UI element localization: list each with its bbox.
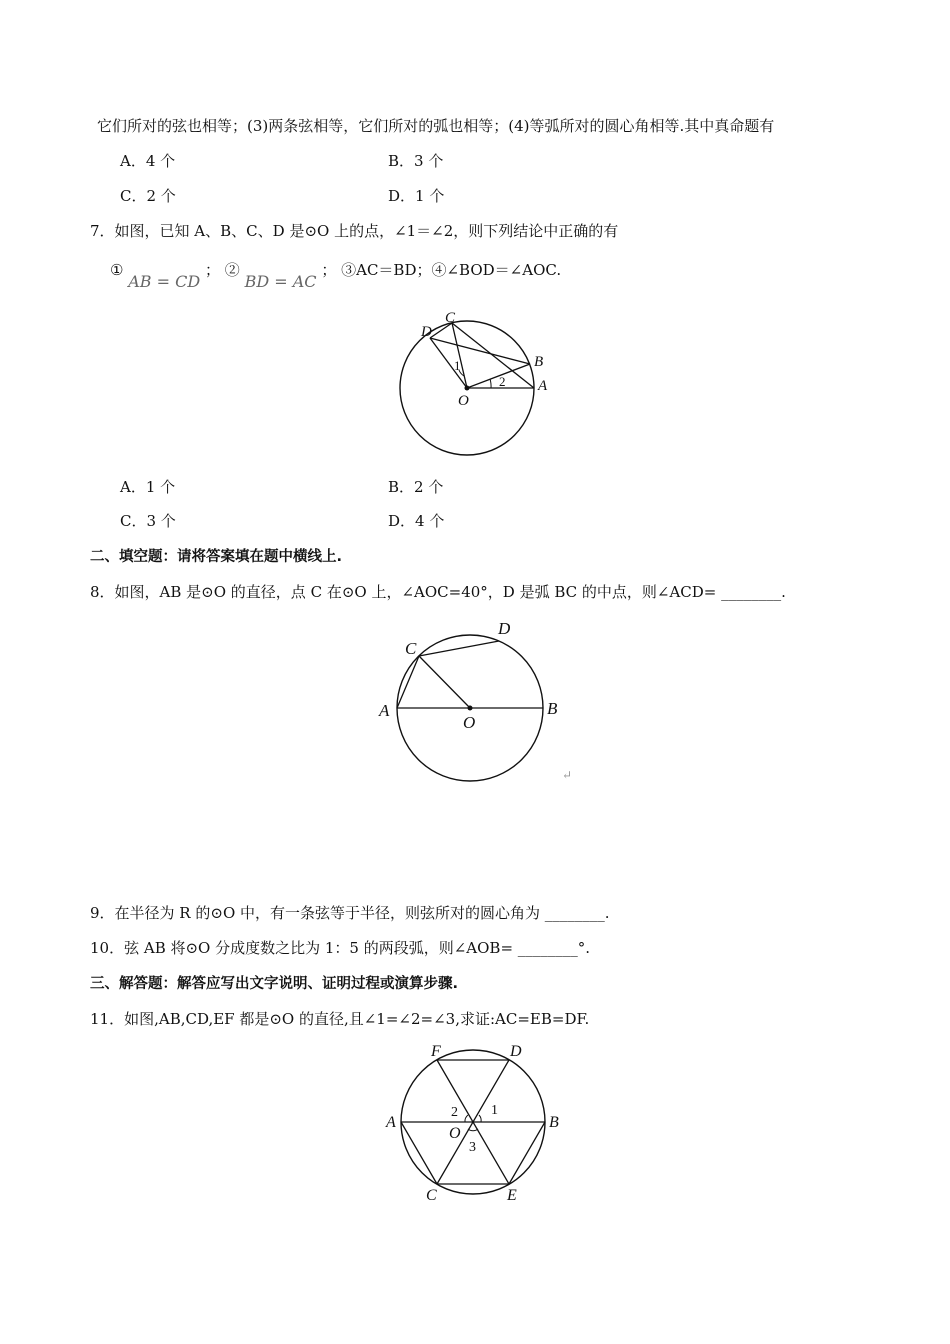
q6-option-b: B．3 个 [388, 152, 444, 170]
q7-center-dot [465, 386, 470, 391]
q7-angle2-arc [490, 379, 491, 388]
q11-label-angle3: 3 [469, 1140, 476, 1155]
q8-chord-cd [419, 641, 499, 656]
q8-label-a: A [379, 701, 390, 720]
q7-option-a: A．1 个 [120, 478, 176, 496]
q7-sep1: ； [204, 261, 220, 279]
q11-chord-be [509, 1122, 545, 1184]
q6-option-a: A．4 个 [120, 152, 176, 170]
q11-label-d: D [510, 1043, 522, 1060]
q10-stem: 10．弦 AB 将⊙O 分成度数之比为 1：5 的两段弧，则∠AOB= ________°. [90, 939, 591, 957]
q7-s2-mark: ② [224, 261, 240, 279]
q8-figure [372, 612, 582, 787]
q11-label-e: E [507, 1187, 517, 1204]
q7-statements [110, 260, 561, 294]
q11-label-angle2: 2 [451, 1105, 458, 1120]
q8-center-dot [468, 706, 473, 711]
q8-return-mark: ↵ [562, 768, 573, 782]
section-3-heading: 三、解答题：解答应写出文字说明、证明过程或演算步骤. [90, 976, 459, 992]
section-2-heading: 二、填空题：请将答案填在题中横线上. [90, 549, 343, 565]
q6-continuation: 它们所对的弦也相等；(3)两条弦相等，它们所对的弧也相等；(4)等弧所对的圆心角相等.其中真命题有 [97, 117, 775, 135]
q11-label-o: O [449, 1125, 461, 1142]
q7-s34: ③AC＝BD；④∠BOD＝∠AOC. [341, 261, 562, 279]
q11-label-a: A [386, 1114, 396, 1131]
q7-stem: 7．如图，已知 A、B、C、D 是⊙O 上的点，∠1＝∠2，则下列结论中正确的有 [90, 222, 619, 240]
q8-label-d: D [498, 619, 511, 638]
q11-stem: 11．如图,AB,CD,EF 都是⊙O 的直径,且∠1=∠2=∠3,求证:AC=EB=DF. [90, 1010, 590, 1028]
q11-chord-ac [401, 1122, 437, 1184]
q8-chord-ac [397, 656, 419, 708]
q7-s1-expr: AB = CD [128, 272, 201, 291]
q11-label-f: F [431, 1043, 441, 1060]
q7-label-b: B [534, 354, 544, 370]
q7-label-a: A [538, 378, 548, 394]
q6-option-c: C．2 个 [120, 187, 176, 205]
q7-label-o: O [458, 393, 469, 409]
q7-option-b: B．2 个 [388, 478, 444, 496]
q7-label-angle2: 2 [499, 374, 506, 389]
q8-label-c: C [405, 639, 417, 658]
q7-label-c: C [445, 310, 456, 326]
q11-label-angle1: 1 [491, 1103, 498, 1118]
q7-label-d: D [421, 324, 432, 340]
q11-figure [380, 1038, 570, 1208]
q7-s2-expr: BD = AC [244, 272, 317, 291]
q9-stem: 9．在半径为 R 的⊙O 中，有一条弦等于半径，则弦所对的圆心角为 ________. [90, 904, 610, 922]
q11-label-b: B [549, 1114, 559, 1131]
q8-stem: 8．如图，AB 是⊙O 的直径，点 C 在⊙O 上，∠AOC=40°，D 是弧 BC 的中点，则∠ACD= ________. [90, 583, 786, 601]
q8-label-b: B [547, 699, 558, 718]
q11-angle2-arc [465, 1115, 468, 1122]
q6-option-d: D．1 个 [388, 187, 445, 205]
q11-angle1-arc [479, 1115, 481, 1122]
q7-sep2: ； [321, 261, 337, 279]
q11-label-c: C [426, 1187, 437, 1204]
q7-option-c: C．3 个 [120, 512, 176, 530]
q7-label-angle1: 1 [454, 358, 461, 373]
q7-figure [395, 308, 565, 463]
q8-label-o: O [463, 713, 476, 732]
q8-radius-oc [419, 656, 470, 708]
q7-option-d: D．4 个 [388, 512, 445, 530]
q7-s1-mark: ① [110, 261, 124, 279]
